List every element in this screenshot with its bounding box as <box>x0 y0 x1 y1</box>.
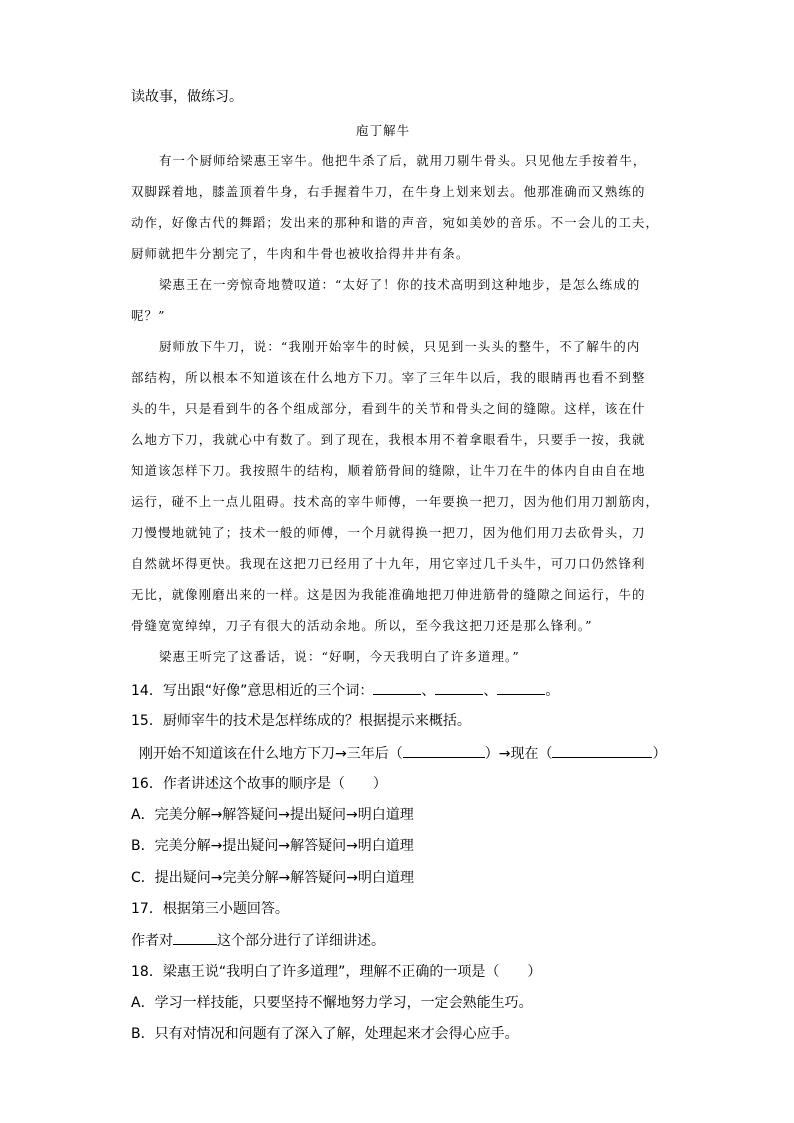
story-line: 厨师就把牛分割完了，牛肉和牛骨也被收拾得井井有条。 <box>131 246 470 261</box>
question-17-answer <box>131 930 385 951</box>
question-14 <box>131 680 559 701</box>
question-15-hint <box>139 743 666 764</box>
option-a[interactable]: A．学习一样技能，只要坚持不懈地努力学习，一定会熟能生巧。 <box>131 995 533 1011</box>
option-a[interactable]: A．完美分解→解答疑问→提出疑问→明白道理 <box>131 807 414 823</box>
story-line: 骨缝宽宽绰绰，刀子有很大的活动余地。所以，至今我这把刀还是那么锋利。” <box>131 618 593 633</box>
hint-start: 刚开始不知道该在什么地方下刀→三年后（ <box>139 746 403 762</box>
option-b[interactable]: B．只有对情况和问题有了深入了解，处理起来才会得心应手。 <box>131 1026 519 1042</box>
option-b[interactable]: B．完美分解→提出疑问→解答疑问→明白道理 <box>131 838 414 854</box>
answer-blank-3[interactable] <box>497 680 545 695</box>
answer-suffix: 这个部分进行了详细讲述。 <box>217 933 385 949</box>
answer-blank-part[interactable] <box>173 930 217 945</box>
story-line: 双脚踩着地，膝盖顶着牛身，右手握着牛刀，在牛身上划来划去。他那准确而又熟练的 <box>131 184 646 199</box>
story-line: 头的牛，只是看到牛的各个组成部分，看到牛的关节和骨头之间的缝隙。这样，该在什 <box>131 401 646 416</box>
story-line: 有一个厨师给梁惠王宰牛。他把牛杀了后，就用刀剔牛骨头。只见他左手按着牛， <box>159 153 647 168</box>
answer-blank-1[interactable] <box>373 680 421 695</box>
answer-blank-now[interactable] <box>552 743 652 758</box>
story-line: 梁惠王在一旁惊奇地赞叹道：“太好了！你的技术高明到这种地步，是怎么练成的 <box>159 277 641 292</box>
question-14-text: 14．写出跟“好像”意思相近的三个词： <box>131 683 374 699</box>
story-line: 动作，好像古代的舞蹈；发出来的那种和谐的声音，宛如美妙的音乐。不一会儿的工夫， <box>131 215 660 230</box>
question-16: 16．作者讲述这个故事的顺序是（ ） <box>131 776 387 792</box>
question-15: 15．厨师宰牛的技术是怎样练成的？根据提示来概括。 <box>131 713 471 729</box>
period: 。 <box>545 683 560 699</box>
question-17: 17．根据第三小题回答。 <box>131 901 289 917</box>
story-line: 么地方下刀，我就心中有数了。到了现在，我根本用不着拿眼看牛，只要手一按，我就 <box>131 432 646 447</box>
separator: 、 <box>421 683 436 699</box>
story-line: 梁惠王听完了这番话，说：“好啊，今天我明白了许多道理。” <box>159 649 520 664</box>
story-line: 知道该怎样下刀。我按照牛的结构，顺着筋骨间的缝隙，让牛刀在牛的体内自由自在地 <box>131 463 646 478</box>
question-18: 18．梁惠王说“我明白了许多道理”，理解不正确的一项是（ ） <box>131 964 542 980</box>
separator: 、 <box>483 683 498 699</box>
story-title: 庖丁解牛 <box>356 123 411 138</box>
answer-blank-2[interactable] <box>435 680 483 695</box>
story-line: 自然就坏得更快。我现在这把刀已经用了十九年，用它宰过几千头牛，可刀口仍然锋利 <box>131 556 646 571</box>
story-line: 无比，就像刚磨出来的一样。这是因为我能准确地把刀伸进筋骨的缝隙之间运行，牛的 <box>131 587 646 602</box>
story-line: 厨师放下牛刀，说：“我刚开始宰牛的时候，只见到一头头的整牛，不了解牛的内 <box>159 339 641 354</box>
hint-end: ） <box>652 746 667 762</box>
answer-prefix: 作者对 <box>131 933 173 949</box>
option-c[interactable]: C．提出疑问→完美分解→解答疑问→明白道理 <box>131 870 414 886</box>
story-line: 刀慢慢地就钝了；技术一般的师傅，一个月就得换一把刀，因为他们用刀去砍骨头，刀 <box>131 525 646 540</box>
story-line: 部结构，所以根本不知道该在什么地方下刀。宰了三年牛以后，我的眼睛再也看不到整 <box>131 370 646 385</box>
answer-blank-three-years[interactable] <box>403 743 485 758</box>
hint-middle: ）→现在（ <box>484 746 553 762</box>
story-line: 呢？” <box>131 308 166 323</box>
intro-instruction: 读故事，做练习。 <box>131 89 243 105</box>
story-line: 运行，碰不上一点儿阻碍。技术高的宰牛师傅，一年要换一把刀，因为他们用刀割筋肉， <box>131 494 660 509</box>
